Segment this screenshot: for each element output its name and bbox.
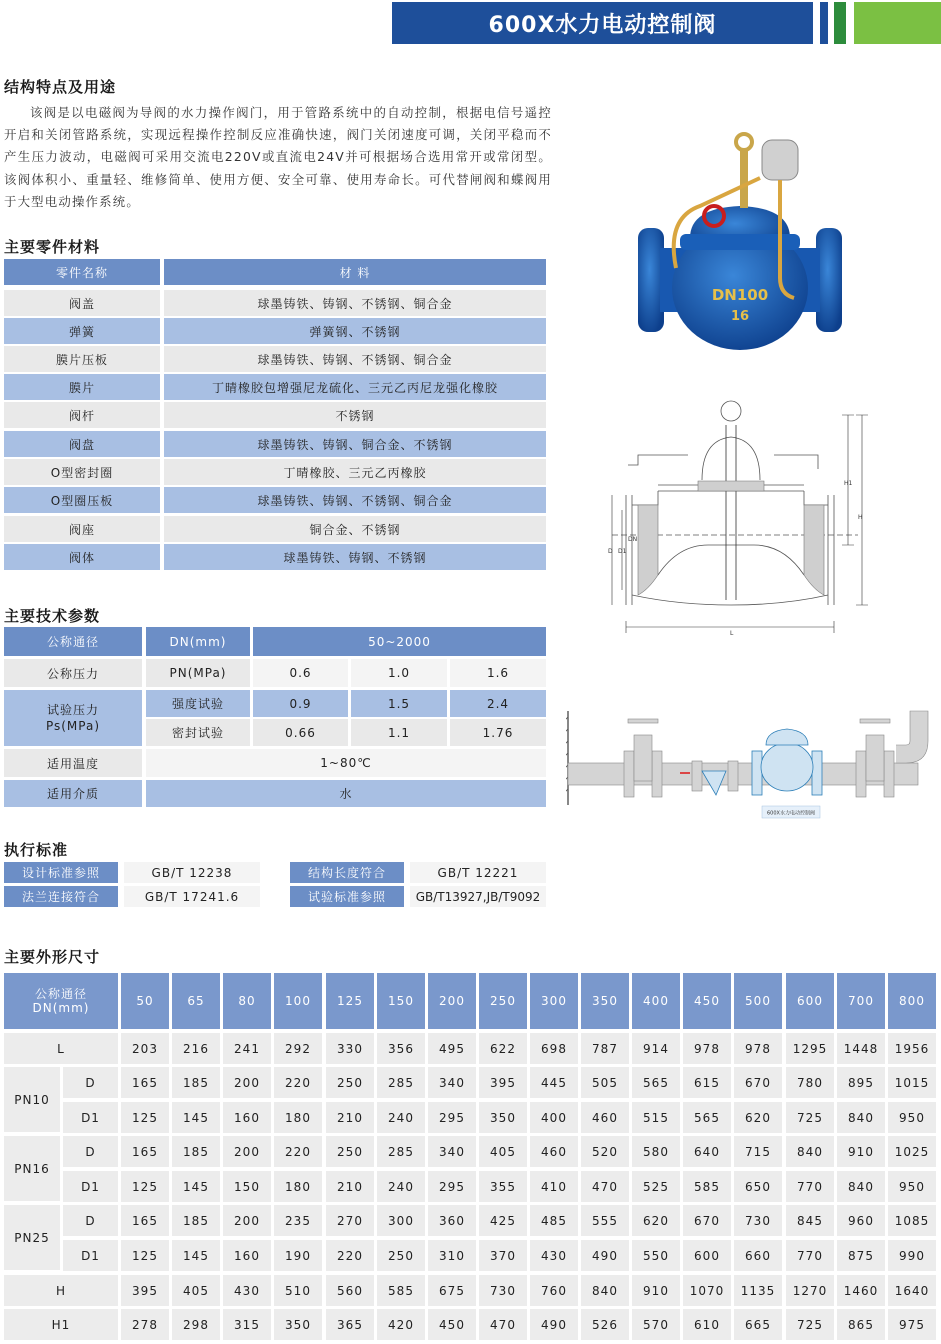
dims-cell: 960 <box>837 1205 885 1236</box>
drawing-label: D <box>608 548 613 555</box>
dims-cell: 865 <box>837 1309 885 1340</box>
materials-part-name: 阀座 <box>4 516 160 542</box>
materials-part-name: 膜片 <box>4 374 160 400</box>
dims-size-header: 150 <box>377 973 425 1029</box>
dims-cell: 725 <box>786 1309 834 1340</box>
dims-cell: 315 <box>223 1309 271 1340</box>
dims-cell: 1015 <box>888 1067 936 1098</box>
dims-cell: 670 <box>734 1067 782 1098</box>
dims-cell: 125 <box>121 1171 169 1202</box>
dims-row-label: H1 <box>4 1309 118 1340</box>
dims-cell: 165 <box>121 1205 169 1236</box>
dims-size-header: 250 <box>479 973 527 1029</box>
dims-cell: 200 <box>223 1136 271 1167</box>
dims-cell: 1085 <box>888 1205 936 1236</box>
dims-cell: 430 <box>223 1275 271 1306</box>
dims-cell: 240 <box>377 1171 425 1202</box>
materials-part-name: 阀杆 <box>4 402 160 428</box>
dims-cell: 670 <box>683 1205 731 1236</box>
dims-cell: 485 <box>530 1205 578 1236</box>
dims-cell: 840 <box>581 1275 629 1306</box>
param-pn-unit: PN(MPa) <box>146 659 250 687</box>
dims-head-label <box>4 973 118 1029</box>
dims-cell: 1640 <box>888 1275 936 1306</box>
dims-cell: 495 <box>428 1033 476 1064</box>
dims-cell: 990 <box>888 1240 936 1271</box>
dims-cell: 210 <box>326 1171 374 1202</box>
section-title-materials: 主要零件材料 <box>4 238 101 256</box>
dims-cell: 360 <box>428 1205 476 1236</box>
param-dn-label: 公称通径 <box>4 627 142 656</box>
dims-cell: 220 <box>274 1136 322 1167</box>
dims-cell: 405 <box>479 1136 527 1167</box>
dims-cell: 840 <box>837 1171 885 1202</box>
dims-cell: 910 <box>632 1275 680 1306</box>
dims-cell: 185 <box>172 1067 220 1098</box>
dims-cell: 430 <box>530 1240 578 1271</box>
dims-cell: 460 <box>530 1136 578 1167</box>
materials-material: 不锈钢 <box>164 402 546 428</box>
section-title-standards: 执行标准 <box>4 841 69 859</box>
dims-cell: 350 <box>274 1309 322 1340</box>
dims-size-header: 600 <box>786 973 834 1029</box>
param-temp-value: 1~80℃ <box>146 749 546 777</box>
dims-group-label: PN16 <box>4 1136 60 1201</box>
param-test-unit: Ps(MPa) <box>45 719 101 733</box>
param-pn-label: 公称压力 <box>4 659 142 687</box>
dims-cell: 250 <box>326 1067 374 1098</box>
valve-product-image <box>630 128 860 360</box>
dims-cell: 220 <box>274 1067 322 1098</box>
dims-cell: 270 <box>326 1205 374 1236</box>
dims-size-header: 50 <box>121 973 169 1029</box>
param-pn-value: 0.6 <box>253 659 348 687</box>
dims-cell: 250 <box>326 1136 374 1167</box>
dims-cell: 730 <box>734 1205 782 1236</box>
dims-row-label: H <box>4 1275 118 1306</box>
param-pn-value: 1.0 <box>351 659 447 687</box>
dims-cell: 285 <box>377 1067 425 1098</box>
dims-cell: 585 <box>377 1275 425 1306</box>
dims-cell: 285 <box>377 1136 425 1167</box>
dims-cell: 1070 <box>683 1275 731 1306</box>
section-title-dims: 主要外形尺寸 <box>4 948 101 966</box>
dims-row-label: D <box>63 1136 118 1167</box>
dims-cell: 570 <box>632 1309 680 1340</box>
dims-cell: 1135 <box>734 1275 782 1306</box>
dims-cell: 160 <box>223 1240 271 1271</box>
dims-cell: 620 <box>734 1102 782 1133</box>
dims-cell: 1025 <box>888 1136 936 1167</box>
drawing-label: H <box>858 514 863 521</box>
dims-cell: 370 <box>479 1240 527 1271</box>
dims-cell: 1270 <box>786 1275 834 1306</box>
dims-size-header: 200 <box>428 973 476 1029</box>
param-seal-value: 1.1 <box>351 719 447 746</box>
dims-cell: 1956 <box>888 1033 936 1064</box>
dims-size-header: 700 <box>837 973 885 1029</box>
materials-material: 球墨铸铁、铸钢、不锈钢、铜合金 <box>164 290 546 316</box>
dims-cell: 165 <box>121 1136 169 1167</box>
param-test-label-text: 试验压力 <box>46 703 99 717</box>
dims-cell: 395 <box>121 1275 169 1306</box>
dims-size-header: 125 <box>326 973 374 1029</box>
dims-cell: 555 <box>581 1205 629 1236</box>
dims-cell: 241 <box>223 1033 271 1064</box>
dims-cell: 300 <box>377 1205 425 1236</box>
materials-material: 丁晴橡胶包增强尼龙硫化、三元乙丙尼龙强化橡胶 <box>164 374 546 400</box>
dims-row-label: D1 <box>63 1240 118 1271</box>
dims-cell: 585 <box>683 1171 731 1202</box>
dims-group-label: PN10 <box>4 1067 60 1132</box>
drawing-label: L <box>730 630 734 637</box>
materials-header: 零件名称 <box>4 259 160 285</box>
param-strength-value: 1.5 <box>351 690 447 717</box>
standard-value: GB/T 17241.6 <box>124 886 260 907</box>
materials-material: 丁晴橡胶、三元乙丙橡胶 <box>164 459 546 485</box>
dims-cell: 770 <box>786 1240 834 1271</box>
dims-cell: 1448 <box>837 1033 885 1064</box>
dims-cell: 350 <box>479 1102 527 1133</box>
standard-value: GB/T13927,JB/T9092 <box>410 886 546 907</box>
dims-cell: 910 <box>837 1136 885 1167</box>
materials-part-name: O型圈压板 <box>4 487 160 513</box>
dims-cell: 560 <box>326 1275 374 1306</box>
dims-cell: 185 <box>172 1136 220 1167</box>
dims-cell: 565 <box>683 1102 731 1133</box>
dims-cell: 298 <box>172 1309 220 1340</box>
dims-cell: 840 <box>786 1136 834 1167</box>
standard-label: 设计标准参照 <box>4 862 118 883</box>
dims-cell: 840 <box>837 1102 885 1133</box>
dims-cell: 730 <box>479 1275 527 1306</box>
materials-part-name: 膜片压板 <box>4 346 160 372</box>
materials-part-name: 阀盖 <box>4 290 160 316</box>
section-title-features: 结构特点及用途 <box>4 78 117 96</box>
dims-cell: 1460 <box>837 1275 885 1306</box>
dims-cell: 165 <box>121 1067 169 1098</box>
dims-cell: 145 <box>172 1102 220 1133</box>
dims-cell: 292 <box>274 1033 322 1064</box>
materials-material: 球墨铸铁、铸钢、不锈钢、铜合金 <box>164 346 546 372</box>
header-stripe-lightgreen <box>854 2 941 44</box>
dims-cell: 600 <box>683 1240 731 1271</box>
dims-size-header: 800 <box>888 973 936 1029</box>
materials-material: 球墨铸铁、铸钢、不锈钢、铜合金 <box>164 487 546 513</box>
dims-cell: 185 <box>172 1205 220 1236</box>
dims-cell: 526 <box>581 1309 629 1340</box>
dims-cell: 340 <box>428 1067 476 1098</box>
dims-cell: 580 <box>632 1136 680 1167</box>
dims-cell: 216 <box>172 1033 220 1064</box>
dims-cell: 250 <box>377 1240 425 1271</box>
materials-part-name: 阀盘 <box>4 431 160 457</box>
dims-cell: 895 <box>837 1067 885 1098</box>
materials-material: 球墨铸铁、铸钢、铜合金、不锈钢 <box>164 431 546 457</box>
dims-cell: 330 <box>326 1033 374 1064</box>
dims-cell: 725 <box>786 1102 834 1133</box>
header-stripe-blue <box>820 2 828 44</box>
intro-paragraph: 该阀是以电磁阀为导阀的水力操作阀门，用于管路系统中的自动控制，根据电信号遥控开启和关闭管路系统，实现远程操作控制反应准确快速，阀门关闭速度可调，关闭平稳而不产生压力波动，电磁阀可采用交流电220V或直流电24V并可根据场合选用常开或常闭型。该阀体积小、重量轻、维修简单、使用方便、安全可靠、使用寿命长。可代替闸阀和蝶阀用于大型电动操作系统。 <box>4 105 552 209</box>
dims-cell: 210 <box>326 1102 374 1133</box>
dims-cell: 660 <box>734 1240 782 1271</box>
dims-cell: 240 <box>377 1102 425 1133</box>
dims-cell: 715 <box>734 1136 782 1167</box>
dims-cell: 1295 <box>786 1033 834 1064</box>
dims-cell: 420 <box>377 1309 425 1340</box>
valve-dn-mark: DN100 <box>711 286 769 304</box>
dims-cell: 490 <box>581 1240 629 1271</box>
materials-header: 材 料 <box>164 259 546 285</box>
materials-material: 铜合金、不锈钢 <box>164 516 546 542</box>
dims-cell: 640 <box>683 1136 731 1167</box>
dims-size-header: 80 <box>223 973 271 1029</box>
param-strength-label: 强度试验 <box>146 690 250 717</box>
dims-cell: 845 <box>786 1205 834 1236</box>
dims-cell: 615 <box>683 1067 731 1098</box>
dims-cell: 622 <box>479 1033 527 1064</box>
dims-cell: 505 <box>581 1067 629 1098</box>
pipeline-valve-label: 600X水力电动控制阀 <box>767 810 815 817</box>
param-strength-value: 2.4 <box>450 690 546 717</box>
dims-cell: 235 <box>274 1205 322 1236</box>
standard-label: 试验标准参照 <box>290 886 404 907</box>
dims-cell: 760 <box>530 1275 578 1306</box>
dims-cell: 550 <box>632 1240 680 1271</box>
dims-size-header: 400 <box>632 973 680 1029</box>
param-strength-value: 0.9 <box>253 690 348 717</box>
dims-cell: 365 <box>326 1309 374 1340</box>
dims-row-label: D <box>63 1205 118 1236</box>
dims-size-header: 500 <box>734 973 782 1029</box>
dims-cell: 203 <box>121 1033 169 1064</box>
param-dn-value: 50~2000 <box>253 627 546 656</box>
header-stripe-green <box>834 2 846 44</box>
dims-cell: 450 <box>428 1309 476 1340</box>
dims-row-label: D1 <box>63 1171 118 1202</box>
valve-pn-mark: 16 <box>730 309 750 324</box>
dims-row-label: L <box>4 1033 118 1064</box>
dims-cell: 200 <box>223 1205 271 1236</box>
dims-cell: 220 <box>326 1240 374 1271</box>
dims-cell: 160 <box>223 1102 271 1133</box>
dims-cell: 950 <box>888 1171 936 1202</box>
dims-size-header: 65 <box>172 973 220 1029</box>
dims-cell: 470 <box>479 1309 527 1340</box>
dims-cell: 780 <box>786 1067 834 1098</box>
dims-head-unit: DN(mm) <box>32 1001 90 1015</box>
drawing-label: D1 <box>618 548 627 555</box>
dims-cell: 180 <box>274 1102 322 1133</box>
dims-cell: 978 <box>683 1033 731 1064</box>
dims-size-header: 350 <box>581 973 629 1029</box>
param-seal-label: 密封试验 <box>146 719 250 746</box>
dims-size-header: 300 <box>530 973 578 1029</box>
dims-cell: 405 <box>172 1275 220 1306</box>
dims-cell: 950 <box>888 1102 936 1133</box>
dims-cell: 310 <box>428 1240 476 1271</box>
dims-cell: 400 <box>530 1102 578 1133</box>
param-pn-value: 1.6 <box>450 659 546 687</box>
dims-cell: 875 <box>837 1240 885 1271</box>
dims-cell: 470 <box>581 1171 629 1202</box>
dims-cell: 180 <box>274 1171 322 1202</box>
dims-group-label: PN25 <box>4 1205 60 1270</box>
dims-cell: 295 <box>428 1171 476 1202</box>
dims-cell: 650 <box>734 1171 782 1202</box>
dims-cell: 356 <box>377 1033 425 1064</box>
dims-cell: 978 <box>734 1033 782 1064</box>
dims-cell: 675 <box>428 1275 476 1306</box>
dims-head-label-text: 公称通径 <box>34 987 87 1001</box>
dims-cell: 770 <box>786 1171 834 1202</box>
dims-cell: 510 <box>274 1275 322 1306</box>
drawing-label: H1 <box>844 480 853 487</box>
param-seal-value: 1.76 <box>450 719 546 746</box>
dims-cell: 490 <box>530 1309 578 1340</box>
section-title-params: 主要技术参数 <box>4 607 101 625</box>
dims-cell: 425 <box>479 1205 527 1236</box>
dims-cell: 665 <box>734 1309 782 1340</box>
dims-cell: 525 <box>632 1171 680 1202</box>
dims-cell: 278 <box>121 1309 169 1340</box>
param-medium-value: 水 <box>146 780 546 807</box>
dims-cell: 520 <box>581 1136 629 1167</box>
dims-size-header: 450 <box>683 973 731 1029</box>
dims-cell: 190 <box>274 1240 322 1271</box>
dims-cell: 145 <box>172 1171 220 1202</box>
materials-part-name: O型密封圈 <box>4 459 160 485</box>
dims-cell: 410 <box>530 1171 578 1202</box>
dims-cell: 295 <box>428 1102 476 1133</box>
dims-cell: 565 <box>632 1067 680 1098</box>
param-test-label <box>4 690 142 746</box>
dims-cell: 460 <box>581 1102 629 1133</box>
dims-cell: 395 <box>479 1067 527 1098</box>
dims-row-label: D1 <box>63 1102 118 1133</box>
dims-cell: 150 <box>223 1171 271 1202</box>
dims-cell: 787 <box>581 1033 629 1064</box>
page-title: 600X水力电动控制阀 <box>392 2 813 44</box>
dims-row-label: D <box>63 1067 118 1098</box>
param-medium-label: 适用介质 <box>4 780 142 807</box>
dims-cell: 125 <box>121 1102 169 1133</box>
param-seal-value: 0.66 <box>253 719 348 746</box>
dims-cell: 445 <box>530 1067 578 1098</box>
dims-size-header: 100 <box>274 973 322 1029</box>
dims-cell: 340 <box>428 1136 476 1167</box>
materials-material: 球墨铸铁、铸钢、不锈钢 <box>164 544 546 570</box>
materials-part-name: 弹簧 <box>4 318 160 344</box>
dims-cell: 914 <box>632 1033 680 1064</box>
dims-cell: 610 <box>683 1309 731 1340</box>
materials-part-name: 阀体 <box>4 544 160 570</box>
dims-cell: 975 <box>888 1309 936 1340</box>
materials-material: 弹簧钢、不锈钢 <box>164 318 546 344</box>
standard-label: 法兰连接符合 <box>4 886 118 907</box>
param-temp-label: 适用温度 <box>4 749 142 777</box>
dims-cell: 698 <box>530 1033 578 1064</box>
standard-label: 结构长度符合 <box>290 862 404 883</box>
dims-cell: 620 <box>632 1205 680 1236</box>
standard-value: GB/T 12221 <box>410 862 546 883</box>
pipeline-diagram <box>566 705 938 820</box>
drawing-label: DN <box>628 536 638 543</box>
standard-value: GB/T 12238 <box>124 862 260 883</box>
valve-technical-drawing <box>598 395 873 640</box>
dims-cell: 515 <box>632 1102 680 1133</box>
dims-cell: 200 <box>223 1067 271 1098</box>
param-dn-unit: DN(mm) <box>146 627 250 656</box>
dims-cell: 145 <box>172 1240 220 1271</box>
dims-cell: 355 <box>479 1171 527 1202</box>
dims-cell: 125 <box>121 1240 169 1271</box>
